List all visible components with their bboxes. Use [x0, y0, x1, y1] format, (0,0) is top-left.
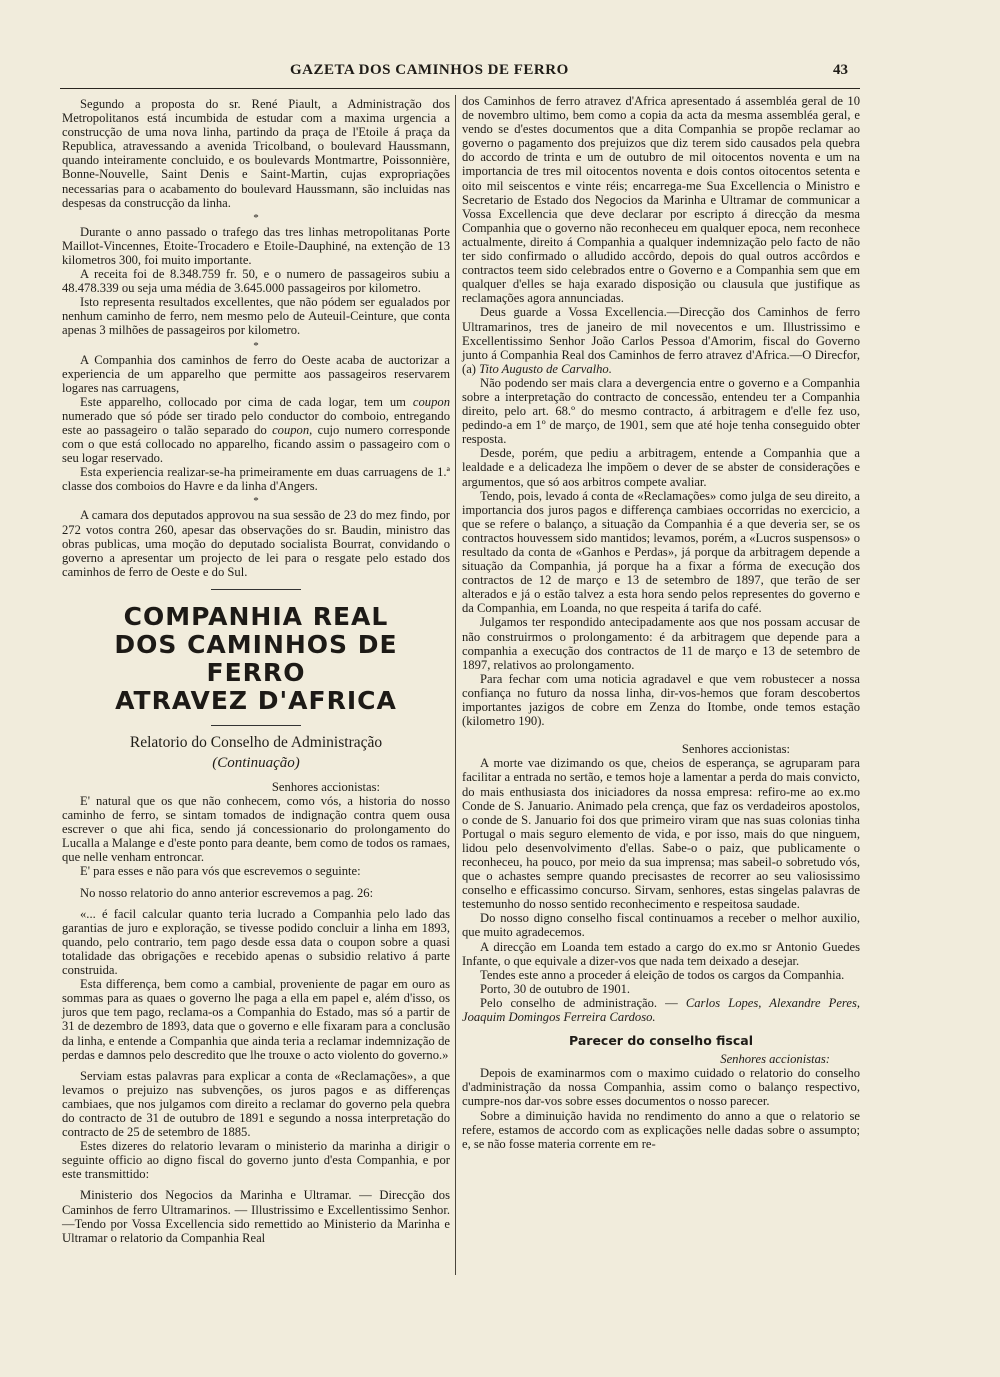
paragraph: E' natural que os que não conhecem, como vós, a historia do nosso caminho de ferro, se sintam tomados de indignação contra quem ousa escrever o que ahi fica, sendo já concessionario do prolongamento do Lucalla a Malange e d'este ponto para deante, bem como de todos os ramaes, que nelle venham entroncar.: [62, 794, 450, 865]
signature-name: Tito Augusto de Carvalho.: [479, 361, 612, 376]
section-star: *: [253, 339, 259, 352]
section-star: *: [253, 211, 259, 224]
company-heading-line: DOS CAMINHOS DE FERRO: [114, 629, 398, 687]
publication-title: GAZETA DOS CAMINHOS DE FERRO: [290, 62, 569, 78]
page-header: [60, 58, 860, 89]
paragraph: Estes dizeres do relatorio levaram o ministerio da marinha a dirigir o seguinte officio ao digno fiscal do governo junto d'esta Companhia, e por este transmittido:: [62, 1139, 450, 1182]
paragraph: [462, 996, 860, 1024]
paragraph: Porto, 30 de outubro de 1901.: [480, 981, 631, 996]
paragraph: Segundo a proposta do sr. René Piault, a Administração dos Metropolitanos está incumbida de estudar com a maxima urgencia a construcção de uma nova linha, partindo da praça de l'Etoile á praça da Republica, atravessando a avenida Tricolband, o boulevard Haussmann, quando inteiramente concluido, e os boulevards Montmartre, Poissonnière, Bonne-Nouvelle, Saint Denis e Saint-Martin, cujas expropriações necessarias para o acabamento do boulevard Haussmann, são incluidas nas despesas da construcção da linha.: [62, 97, 450, 210]
paragraph: Tendes este anno a proceder á eleição de todos os cargos da Companhia.: [480, 967, 845, 982]
text-run: Deus guarde a Vossa Excellencia.—Direcção dos Caminhos de ferro Ultramarinos, tres de janeiro de mil novecentos e um. Illustrissimo e Excellentissimo Senhor João Carlos Pessoa d'Amorim, fiscal do Governo junto á Companhia Real dos Caminhos de ferro atravez d'Africa.—O Direcfor, (a): [462, 305, 860, 376]
paragraph: Tendo, pois, levado á conta de «Reclamações» como julga de seu direito, a importancia dos juros pagos e differença cambiaes occorridas no exercicio, a que se refere o balanço, a situação da Companhia é a que deveria ser, se os contractos houvessem sido mantidos; levamos, porém, a «Lucros suspensos» o resultado da conta de «Ganhos e Perdas», já porque da arbitragem depende a situação da Companhia, já porque ha a fixar a fórma de execução dos contractos de 12 de março e 13 de setembro de 1897, que terão de ser alterados e já o estão talvez a esta hora sendo pelos representes do governo e da Companhia, em Loanda, no que respeita á tarifa do café.: [462, 488, 860, 616]
paragraph: A direcção em Loanda tem estado a cargo do ex.mo sr Antonio Guedes Infante, o que equivale a dizer-vos que nada tem deixado a desejar.: [462, 939, 860, 968]
right-column: [462, 94, 860, 1151]
company-heading: [62, 603, 450, 715]
paragraph: Sobre a diminuição havida no rendimento do anno a que o relatorio se refere, estamos de accordo com as explicações nelle dadas sobre o assumpto; e, se não fosse materia corrente em re-: [462, 1108, 860, 1151]
paragraph: Ministerio dos Negocios da Marinha e Ultramar. — Direcção dos Caminhos de ferro Ultramarinos. — Illustrissimo e Excellentissimo Senhor.—Tendo por Vossa Excellencia sido remettido ao Ministerio da Marinha e Ultramar o relatorio da Companhia Real: [62, 1188, 450, 1245]
text-run: Este apparelho, collocado por cima de cada logar, tem um: [80, 394, 413, 409]
text-run: numerado que só póde ser tirado pelo conductor do comboio, entregando este ao passageiro o talão separado do: [62, 408, 450, 437]
salutation: Senhores accionistas:: [720, 1052, 830, 1067]
paragraph: E' para esses e não para vós que escrevemos o seguinte:: [80, 864, 361, 879]
paragraph: A camara dos deputados approvou na sua sessão de 23 do mez findo, por 272 votos contra 260, apesar das observações do sr. Baudin, ministro das obras publicas, uma moção do deputado socialista Bourrat, convidando o governo a apresentar um projecto de lei para o resgate pelo estado dos caminhos de ferro de Oeste e do Sul.: [62, 508, 450, 579]
quoted-paragraph: «... é facil calcular quanto teria lucrado a Companhia pelo lado das garantias de juro e exploração, se tivesse podido concluir a linha em 1893, quando, pelo contrario, tem pago desde essa data o coupon sobre a quasi totalidade das obrigações e recebido apenas o subsidio relativo á parte construida.: [62, 906, 450, 978]
paragraph: No nosso relatorio do anno anterior escrevemos a pag. 26:: [80, 885, 374, 900]
spacer: [62, 879, 450, 886]
paragraph: A morte vae dizimando os que, cheios de esperança, se agruparam para facilitar a entrada no sertão, e temos hoje a lamentar a perda do mais convicto, do mais enthusiasta dos iniciadores da nossa empresa: refiro-me ao ex.mo Conde de S. Januario. Animado pela crença, que faz os verdadeiros apostolos, o conde de S. Januario foi dos que primeiro viram que nas suas colonias tinha Portugal o mais seguro elemento de vida, e por isso, mais do que ninguem, lidou pelo desenvolvimento d'ellas. Sabe-o o paiz, que publicamente o reconheceu, ha pouco, por meio da sua imprensa; mas sabeil-o sobretudo vós, que o achastes sempre quando precisastes de recorrer ao seu valiosissimo conselho e efficassimo concurso. Sirvam, senhores, estas singelas palavras de testemunho do nosso sentido reconhecimento e respeitosa saudade.: [462, 756, 860, 912]
spacer: [62, 900, 450, 907]
italic-word: coupon: [272, 422, 310, 437]
continuation-note: (Continuação): [212, 754, 300, 771]
salutation: Senhores accionistas:: [681, 742, 790, 757]
paragraph: Esta experiencia realizar-se-ha primeiramente em duas carruagens de 1.ª classe dos comboios do Havre e da linha d'Angers.: [62, 465, 450, 494]
spacer: [62, 1181, 450, 1188]
company-heading-line: ATRAVEZ D'AFRICA: [115, 685, 397, 715]
paragraph: A Companhia dos caminhos de ferro do Oeste acaba de auctorizar a experiencia de um apparelho que permitte aos passageiros reservarem logares nas carruagens,: [62, 352, 450, 395]
text-run: Pelo conselho de administração. —: [480, 995, 686, 1010]
section-ornament: [62, 583, 450, 595]
text-run: , cujo numero corresponde com o que está collocado no apparelho, ficando assim o passageiro com o seu logar reservado.: [62, 422, 450, 466]
paragraph: A receita foi de 8.348.759 fr. 50, e o numero de passageiros subiu a 48.478.339 ou seja uma média de 3.645.000 passageiros por kilometro.: [62, 267, 450, 296]
spacer: [462, 728, 860, 740]
company-heading-line: COMPANHIA REAL: [123, 601, 389, 631]
paragraph: Julgamos ter respondido antecipadamente aos que nos possam accusar de não construirmos o prolongamento: é da arbitragem que depende para a companhia a execução dos contractos de 11 de março e 13 de setembro de 1897, relativos ao prolongamento.: [462, 615, 860, 672]
left-column: [62, 97, 450, 1245]
section-star: *: [253, 495, 259, 508]
paragraph: Para fechar com uma noticia agradavel e que vem robustecer a nossa confiança no futuro da nossa linha, dir-vos-hemos que foram descobertos importantes jazigos de cobre em Zenza do Itombe, onde temos estação (kilometro 190).: [462, 671, 860, 729]
page-number: 43: [833, 62, 848, 78]
paragraph: Durante o anno passado o trafego das tres linhas metropolitanas Porte Maillot-Vincennes, Etoite-Trocadero e Etoile-Dauphiné, na extenção de 13 kilometros 300, foi muito importante.: [62, 224, 450, 267]
report-title: Relatorio do Conselho de Administração: [129, 733, 383, 751]
paragraph: Depois de examinarmos com o maximo cuidado o relatorio do conselho d'administração da nossa Companhia, assim como o balanço respectivo, cumpre-nos dar-vos sobre esses documentos o nosso parecer.: [462, 1066, 860, 1109]
paragraph: Serviam estas palavras para explicar a conta de «Reclamações», a que levamos o prejuizo nas subvenções, os juros pagos e as differenças cambiaes, que nos julgamos com direito a reclamar do governo pela quebra do contracto de 31 de outubro de 1891 e segundo a nossa interpretação do contracto de 25 de setembro de 1885.: [62, 1068, 450, 1140]
spacer: [62, 1062, 450, 1069]
signatories: Carlos Lopes, Alexandre Peres, Joaquim Domingos Ferreira Cardoso.: [462, 995, 861, 1024]
paragraph: [462, 305, 860, 375]
paragraph: Isto representa resultados excellentes, que não pódem ser egualados por nenhum caminho de ferro, nem mesmo pelo de Auteuil-Ceinture, que conta apenas 3 milhões de passageiros por kilometro.: [62, 295, 450, 338]
ornament-rule: [211, 589, 301, 590]
salutation: Senhores accionistas:: [271, 779, 380, 794]
paragraph: Desde, porém, que pediu a arbitragem, entende a Companhia que a lealdade e a delicadeza lhe impõem o dever de se abster de considerações e argumentos, que só aos arbitros compete avaliar.: [462, 446, 860, 489]
italic-word: coupon: [412, 394, 450, 409]
section-heading: Parecer do conselho fiscal: [569, 1033, 753, 1049]
paragraph: dos Caminhos de ferro atravez d'Africa apresentado á assembléa geral de 10 de novembro ultimo, bem como a copia da acta da mesma assembléa geral, e vendo se d'estes documentos que a dita Companhia se propõe reclamar ao governo o pagamento dos prejuizos que diz terem sido causados pela quebra do accordo de trinta e um de outubro de mil oitocentos noventa e um na importancia de tres mil oitocentos noventa e dois contos oitocentos setenta e oito mil seiscentos e vinte réis; encarrega-me Sua Excellencia o Ministro e Secretario de Estado dos Negocios da Marinha e Ultramar de communicar a Vossa Excellencia que deve declarar por escripto á direcção da mesma Companhia que o governo não reconheceu em qualquer epoca, nem reconhece actualmente, direito á Companhia a qualquer indemnização pelo facto de não ter sido confirmado o alludido accôrdo, depois do qual outros accôrdos e contractos teem sido celebrados entre o Governo e a Companhia sem que em qualquer d'elles se haja exarado disposição ou clausula que justifique as reclamações agora annunciadas.: [462, 94, 860, 306]
quoted-paragraph: Esta differença, bem como a cambial, proveniente de pagar em ouro as sommas para as quaes o governo lhe paga a ella em papel e, além d'isso, os juros que tem pago, reclama-os a Companhia do Estado, mas só a partir de 31 de dezembro de 1893, data que o governo e elle fixaram para a conclusão da linha, e entende a Companhia que ainda teria a reclamar indemnização de perdas e damnos pelo descredito que lhe trouxe o acto violento do governo.»: [62, 977, 450, 1062]
column-divider: [455, 95, 456, 1275]
paragraph: Não podendo ser mais clara a devergencia entre o governo e a Companhia sobre a interpretação do contracto de concessão, entendeu ter a Companhia direito, pelo art. 68.º do mesmo contracto, á arbitragem e d'elle fez uso, pedindo-a em 1º de março, de 1901, sem que até hoje tenha conseguido obter resposta.: [462, 375, 860, 447]
paragraph: Do nosso digno conselho fiscal continuamos a receber o melhor auxilio, que muito agradecemos.: [462, 911, 860, 940]
heading-rule: [211, 725, 301, 726]
paragraph: [62, 395, 450, 465]
